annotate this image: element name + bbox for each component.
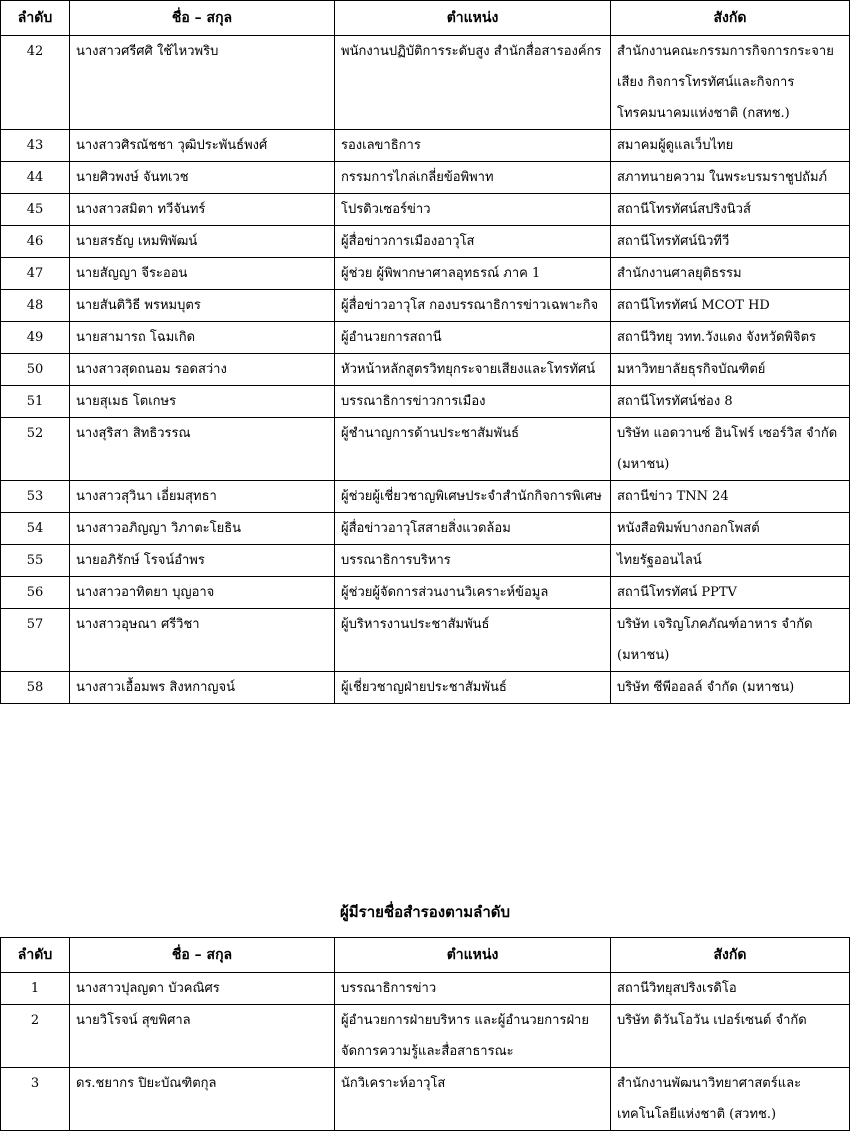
- row-name: นางสาวสุวินา เอี่ยมสุทธา: [70, 481, 335, 513]
- row-number: 1: [1, 973, 70, 1005]
- header-affiliation: สังกัด: [611, 1, 850, 36]
- table-header-row: [1, 1, 850, 36]
- table-row: [1, 258, 850, 290]
- row-name: นายสรธัญ เหมพิพัฒน์: [70, 226, 335, 258]
- row-affiliation: สำนักงานคณะกรรมการกิจการกระจายเสียง กิจการโทรทัศน์และกิจการโทรคมนาคมแห่งชาติ (กสทช.): [611, 36, 850, 130]
- table-row: [1, 481, 850, 513]
- table-row: [1, 973, 850, 1005]
- row-position: ผู้ช่วยผู้จัดการส่วนงานวิเคราะห์ข้อมูล: [335, 577, 611, 609]
- row-name: นายศิวพงษ์ จันทเวช: [70, 162, 335, 194]
- row-number: 42: [1, 36, 70, 130]
- row-affiliation: หนังสือพิมพ์บางกอกโพสต์: [611, 513, 850, 545]
- row-affiliation: สำนักงานพัฒนาวิทยาศาสตร์และเทคโนโลยีแห่งชาติ (สวทช.): [611, 1068, 850, 1131]
- row-number: 48: [1, 290, 70, 322]
- row-number: 55: [1, 545, 70, 577]
- row-affiliation: สถานีโทรทัศน์สปริงนิวส์: [611, 194, 850, 226]
- row-affiliation: สถานีข่าว TNN 24: [611, 481, 850, 513]
- row-number: 56: [1, 577, 70, 609]
- row-number: 58: [1, 672, 70, 704]
- row-affiliation: บริษัท แอดวานซ์ อินโฟร์ เซอร์วิส จำกัด (มหาชน): [611, 418, 850, 481]
- table-row: [1, 1005, 850, 1068]
- row-name: นางสาวอภิญญา วิภาตะโยธิน: [70, 513, 335, 545]
- table-row: [1, 354, 850, 386]
- row-name: นายสามารถ โฉมเกิด: [70, 322, 335, 354]
- table-row: [1, 545, 850, 577]
- row-name: นางสาวสุดถนอม รอดสว่าง: [70, 354, 335, 386]
- row-name: นายสันติวิธี พรหมบุตร: [70, 290, 335, 322]
- header-no: ลำดับ: [1, 1, 70, 36]
- table-row: [1, 513, 850, 545]
- row-affiliation: สถานีโทรทัศน์ MCOT HD: [611, 290, 850, 322]
- row-position: ผู้ชำนาญการด้านประชาสัมพันธ์: [335, 418, 611, 481]
- row-number: 3: [1, 1068, 70, 1131]
- row-number: 57: [1, 609, 70, 672]
- row-position: ผู้เชี่ยวชาญฝ่ายประชาสัมพันธ์: [335, 672, 611, 704]
- row-name: นายสัญญา จีระออน: [70, 258, 335, 290]
- header-no: ลำดับ: [1, 938, 70, 973]
- header-position: ตำแหน่ง: [335, 938, 611, 973]
- row-position: ผู้บริหารงานประชาสัมพันธ์: [335, 609, 611, 672]
- row-name: ดร.ชยากร ปิยะบัณฑิตกุล: [70, 1068, 335, 1131]
- row-number: 52: [1, 418, 70, 481]
- header-name: ชื่อ – สกุล: [70, 938, 335, 973]
- table-row: [1, 322, 850, 354]
- table-row: [1, 418, 850, 481]
- row-affiliation: สถานีโทรทัศน์นิวทีวี: [611, 226, 850, 258]
- row-affiliation: บริษัท ซีพีออลล์ จำกัด (มหาชน): [611, 672, 850, 704]
- row-number: 50: [1, 354, 70, 386]
- row-number: 2: [1, 1005, 70, 1068]
- header-name: ชื่อ – สกุล: [70, 1, 335, 36]
- row-position: กรรมการไกล่เกลี่ยข้อพิพาท: [335, 162, 611, 194]
- table-row: [1, 290, 850, 322]
- table-row: [1, 162, 850, 194]
- table-header-row: [1, 938, 850, 973]
- row-position: รองเลขาธิการ: [335, 130, 611, 162]
- row-position: บรรณาธิการบริหาร: [335, 545, 611, 577]
- row-affiliation: สำนักงานศาลยุติธรรม: [611, 258, 850, 290]
- row-name: นายสุเมธ โตเกษร: [70, 386, 335, 418]
- row-position: บรรณาธิการข่าวการเมือง: [335, 386, 611, 418]
- table-row: [1, 672, 850, 704]
- row-position: บรรณาธิการข่าว: [335, 973, 611, 1005]
- row-number: 43: [1, 130, 70, 162]
- row-position: ผู้ช่วย ผู้พิพากษาศาลอุทธรณ์ ภาค 1: [335, 258, 611, 290]
- row-position: นักวิเคราะห์อาวุโส: [335, 1068, 611, 1131]
- row-affiliation: ไทยรัฐออนไลน์: [611, 545, 850, 577]
- row-name: นางสาวอุษณา ศรีวิชา: [70, 609, 335, 672]
- row-affiliation: สถานีโทรทัศน์ช่อง 8: [611, 386, 850, 418]
- table-row: [1, 194, 850, 226]
- row-number: 44: [1, 162, 70, 194]
- row-number: 49: [1, 322, 70, 354]
- row-name: นางสาวสมิตา ทวีจันทร์: [70, 194, 335, 226]
- table-row: [1, 577, 850, 609]
- row-name: นายวิโรจน์ สุขพิศาล: [70, 1005, 335, 1068]
- row-affiliation: สถานีโทรทัศน์ PPTV: [611, 577, 850, 609]
- row-name: นางสุริสา สิทธิวรรณ: [70, 418, 335, 481]
- row-position: ผู้อำนวยการสถานี: [335, 322, 611, 354]
- row-name: นางสาวศรีศศิ ใช้ไหวพริบ: [70, 36, 335, 130]
- table-row: [1, 226, 850, 258]
- row-position: ผู้สื่อข่าวอาวุโสสายสิ่งแวดล้อม: [335, 513, 611, 545]
- row-affiliation: มหาวิทยาลัยธุรกิจบัณฑิตย์: [611, 354, 850, 386]
- row-position: ผู้อำนวยการฝ่ายบริหาร และผู้อำนวยการฝ่ายจัดการความรู้และสื่อสาธารณะ: [335, 1005, 611, 1068]
- row-position: พนักงานปฏิบัติการระดับสูง สำนักสื่อสารองค์กร: [335, 36, 611, 130]
- table-row: [1, 1068, 850, 1131]
- row-position: โปรดิวเซอร์ข่าว: [335, 194, 611, 226]
- row-affiliation: สถานีวิทยุ วทท.วังแดง จังหวัดพิจิตร: [611, 322, 850, 354]
- reserve-table: [0, 937, 850, 1131]
- table-row: [1, 130, 850, 162]
- table-row: [1, 386, 850, 418]
- row-affiliation: สภาทนายความ ในพระบรมราชูปถัมภ์: [611, 162, 850, 194]
- row-name: นายอภิรักษ์ โรจน์อำพร: [70, 545, 335, 577]
- table-row: [1, 609, 850, 672]
- row-affiliation: บริษัท ดิวันโอวัน เปอร์เซนต์ จำกัด: [611, 1005, 850, 1068]
- row-name: นางสาวปุลญดา บัวคณิศร: [70, 973, 335, 1005]
- row-number: 51: [1, 386, 70, 418]
- row-position: หัวหน้าหลักสูตรวิทยุกระจายเสียงและโทรทัศน์: [335, 354, 611, 386]
- row-affiliation: สถานีวิทยุสปริงเรดิโอ: [611, 973, 850, 1005]
- row-position: ผู้ช่วยผู้เชี่ยวชาญพิเศษประจำสำนักกิจการพิเศษ: [335, 481, 611, 513]
- reserve-title: ผู้มีรายชื่อสำรองตามลำดับ: [339, 903, 511, 921]
- row-position: ผู้สื่อข่าวการเมืองอาวุโส: [335, 226, 611, 258]
- row-number: 53: [1, 481, 70, 513]
- row-position: ผู้สื่อข่าวอาวุโส กองบรรณาธิการข่าวเฉพาะกิจ: [335, 290, 611, 322]
- row-name: นางสาวศิรณัชชา วุฒิประพันธ์พงศ์: [70, 130, 335, 162]
- row-name: นางสาวอาทิตยา บุญอาจ: [70, 577, 335, 609]
- table-row: [1, 36, 850, 130]
- header-position: ตำแหน่ง: [335, 1, 611, 36]
- row-number: 45: [1, 194, 70, 226]
- row-number: 46: [1, 226, 70, 258]
- row-number: 54: [1, 513, 70, 545]
- row-name: นางสาวเอื้อมพร สิงหกาญจน์: [70, 672, 335, 704]
- row-affiliation: สมาคมผู้ดูแลเว็บไทย: [611, 130, 850, 162]
- row-affiliation: บริษัท เจริญโภคภัณฑ์อาหาร จำกัด (มหาชน): [611, 609, 850, 672]
- row-number: 47: [1, 258, 70, 290]
- header-affiliation: สังกัด: [611, 938, 850, 973]
